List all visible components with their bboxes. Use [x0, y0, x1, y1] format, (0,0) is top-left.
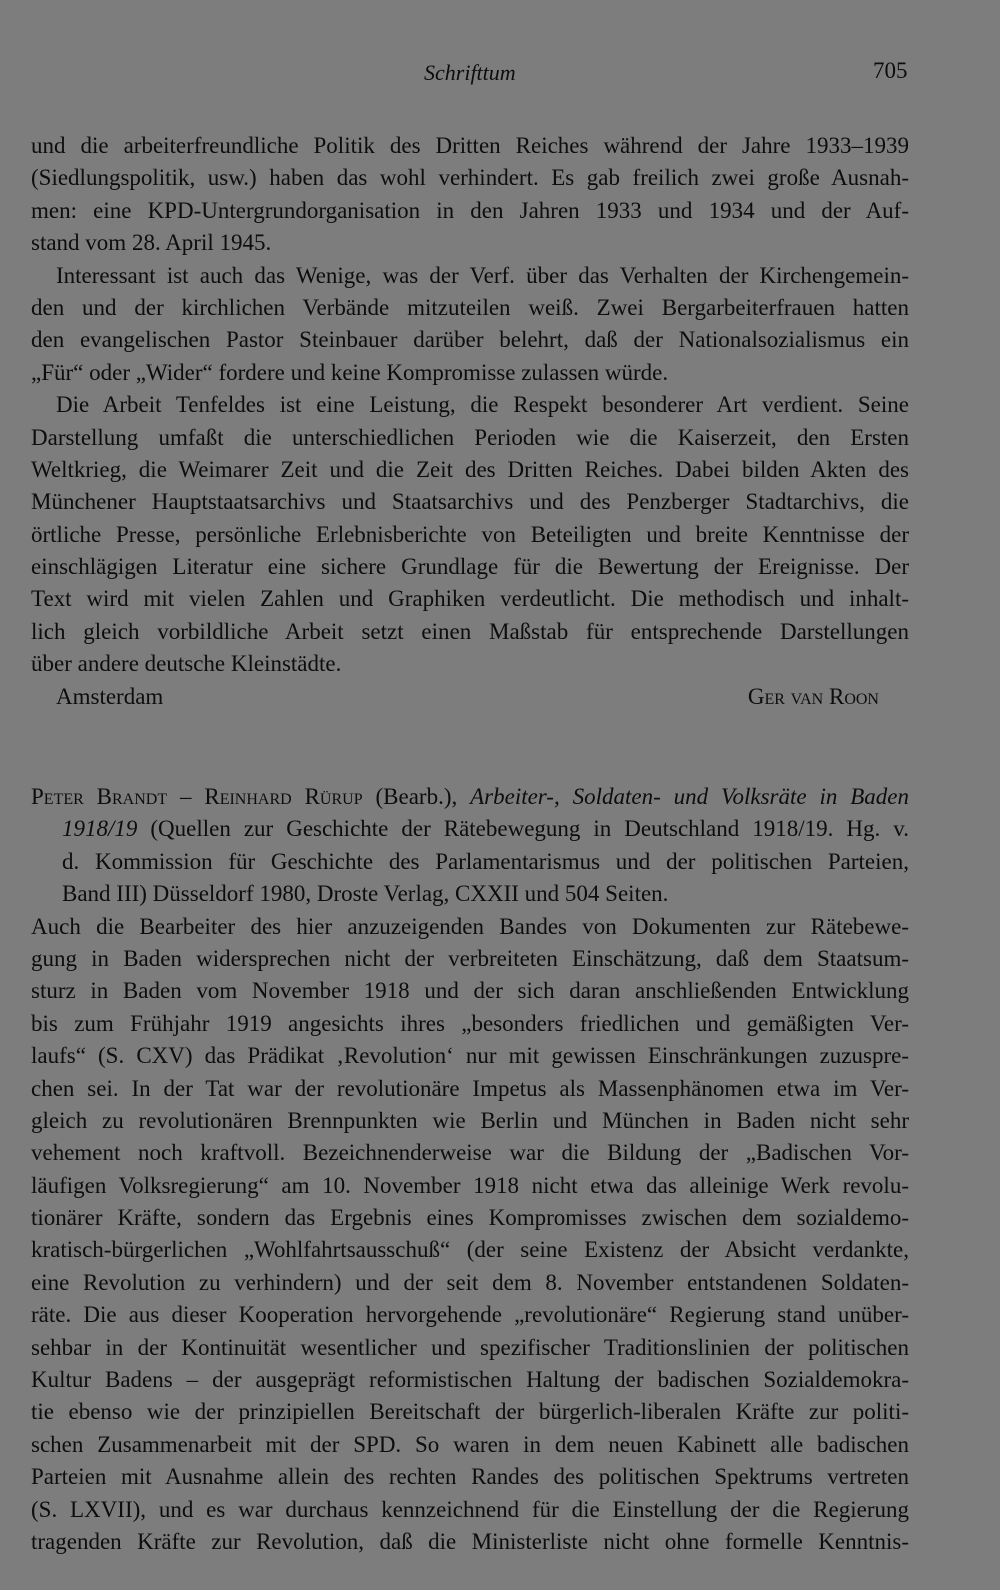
- text-line: vehement noch kraftvoll. Bezeichnenderweise war die Bildung der „Badischen Vor-: [31, 1140, 909, 1166]
- text-line: Darstellung umfaßt die unterschiedlichen Perioden wie die Kaiserzeit, den Ersten: [31, 424, 909, 450]
- book-review: [31, 781, 909, 1558]
- text-line: tionärer Kräfte, sondern das Ergebnis eines Kompromisses zwischen dem sozialdemo-: [31, 1205, 909, 1231]
- text-line: einschlägigen Literatur eine sichere Grundlage für die Bewertung der Ereignisse. Der: [31, 554, 909, 580]
- book-authors: Peter Brandt – Reinhard Rürup: [31, 784, 363, 809]
- text-line: über andere deutsche Kleinstädte.: [31, 651, 342, 677]
- book-title-year: 1918/19: [62, 816, 138, 842]
- text-line: Weltkrieg, die Weimarer Zeit und die Zeit des Dritten Reiches. Dabei bilden Akten des: [31, 456, 909, 482]
- citation-line-2: [31, 813, 909, 845]
- text-line: gleich zu revolutionären Brennpunkten wie Berlin und München in Baden nicht sehr: [31, 1107, 909, 1133]
- text-line: chen sei. In der Tat war der revolutionäre Impetus als Massenphänomen etwa im Ver-: [31, 1075, 909, 1101]
- text-line: „Für“ oder „Wider“ fordere und keine Kompromisse zulassen würde.: [31, 359, 669, 385]
- book-title: Arbeiter-, Soldaten- und Volksräte in Baden: [470, 784, 909, 809]
- text-line: Münchener Hauptstaatsarchivs und Staatsarchivs und des Penzberger Stadtarchivs, die: [31, 489, 909, 515]
- citation-line-3: d. Kommission für Geschichte des Parlamentarismus und der politischen Parteien,: [62, 848, 909, 874]
- text-line: Text wird mit vielen Zahlen und Graphiken verdeutlicht. Die methodisch und inhalt-: [31, 586, 909, 612]
- text-line: Interessant ist auch das Wenige, was der Verf. über das Verhalten der Kirchengemein-: [56, 262, 909, 288]
- text-line: kratisch-bürgerlichen „Wohlfahrtsausschuß“ (der seine Existenz der Absicht verdankte,: [31, 1237, 909, 1263]
- text-line: läufigen Volksregierung“ am 10. November 1918 nicht etwa das alleinige Werk revolu-: [31, 1172, 909, 1198]
- page-number: 705: [873, 58, 908, 83]
- signature-place: Amsterdam: [56, 683, 164, 709]
- citation-line-4: Band III) Düsseldorf 1980, Droste Verlag, CXXII und 504 Seiten.: [62, 881, 669, 907]
- text-line: schen Zusammenarbeit mit der SPD. So waren in dem neuen Kabinett alle badischen: [31, 1431, 909, 1457]
- text-line: gung in Baden widersprechen nicht der verbreiteten Einschätzung, daß dem Staatsum-: [31, 945, 909, 971]
- text-line: stand vom 28. April 1945.: [31, 230, 272, 256]
- text-line: und die arbeiterfreundliche Politik des Dritten Reiches während der Jahre 1933–1939: [31, 133, 909, 158]
- text-line: räte. Die aus dieser Kooperation hervorgehende „revolutionäre“ Regierung stand unüber-: [31, 1302, 909, 1328]
- review-text: [31, 911, 909, 1559]
- text-line: lich gleich vorbildliche Arbeit setzt einen Maßstab für entsprechende Darstellungen: [31, 618, 909, 644]
- review-signature: [31, 681, 909, 721]
- text-line: tragenden Kräfte zur Revolution, daß die Ministerliste nicht ohne formelle Kenntnis-: [31, 1528, 909, 1554]
- running-title: Schrifttum: [424, 60, 516, 85]
- signature-author: Ger van Roon: [747, 683, 879, 709]
- text-line: tie ebenso wie der prinzipiellen Bereitschaft der bürgerlich-liberalen Kräfte zur politi-: [31, 1399, 909, 1425]
- text-line: eine Revolution zu verhindern) und der seit dem 8. November entstandenen Soldaten-: [31, 1269, 909, 1295]
- citation-line-1: [31, 781, 909, 813]
- review-continuation: [31, 130, 909, 721]
- text-line: men: eine KPD-Untergrundorganisation in den Jahren 1933 und 1934 und der Auf-: [31, 197, 909, 223]
- text-line: Parteien mit Ausnahme allein des rechten Randes des politischen Spektrums vertreten: [31, 1464, 909, 1490]
- text-line: bis zum Frühjahr 1919 angesichts ihres „besonders friedlichen und gemäßigten Ver-: [31, 1010, 909, 1036]
- text-line: sturz in Baden vom November 1918 und der sich daran anschließenden Entwicklung: [31, 978, 909, 1004]
- text-line: Auch die Bearbeiter des hier anzuzeigenden Bandes von Dokumenten zur Rätebewe-: [31, 913, 909, 939]
- text-line: (S. LXVII), und es war durchaus kennzeichnend für die Einstellung der die Regierung: [31, 1496, 909, 1522]
- text-line: sehbar in der Kontinuität wesentlicher und spezifischer Traditionslinien der politischen: [31, 1334, 909, 1360]
- page-header: [0, 58, 1000, 92]
- review-continuation-text: [31, 130, 909, 681]
- text-line: (Siedlungspolitik, usw.) haben das wohl verhindert. Es gab freilich zwei große Ausnah-: [31, 165, 909, 191]
- text-line: Die Arbeit Tenfeldes ist eine Leistung, die Respekt besonderer Art verdient. Seine: [56, 392, 909, 418]
- book-editor-note: (Bearb.),: [362, 784, 471, 809]
- text-line: den und der kirchlichen Verbände mitzuteilen weiß. Zwei Bergarbeiterfrauen hatten: [31, 294, 909, 320]
- text-line: örtliche Presse, persönliche Erlebnisberichte von Beteiligten und breite Kenntnisse der: [31, 521, 909, 547]
- text-line: den evangelischen Pastor Steinbauer darüber belehrt, daß der Nationalsozialismus ein: [31, 327, 909, 353]
- text-line: laufs“ (S. CXV) das Prädikat ‚Revolution‘ nur mit gewissen Einschränkungen zuzuspre-: [31, 1043, 909, 1069]
- book-series: (Quellen zur Geschichte der Rätebewegung in Deutschland 1918/19. Hg. v.: [137, 816, 909, 842]
- text-line: Kultur Badens – der ausgeprägt reformistischen Haltung der badischen Sozialdemokra-: [31, 1367, 909, 1393]
